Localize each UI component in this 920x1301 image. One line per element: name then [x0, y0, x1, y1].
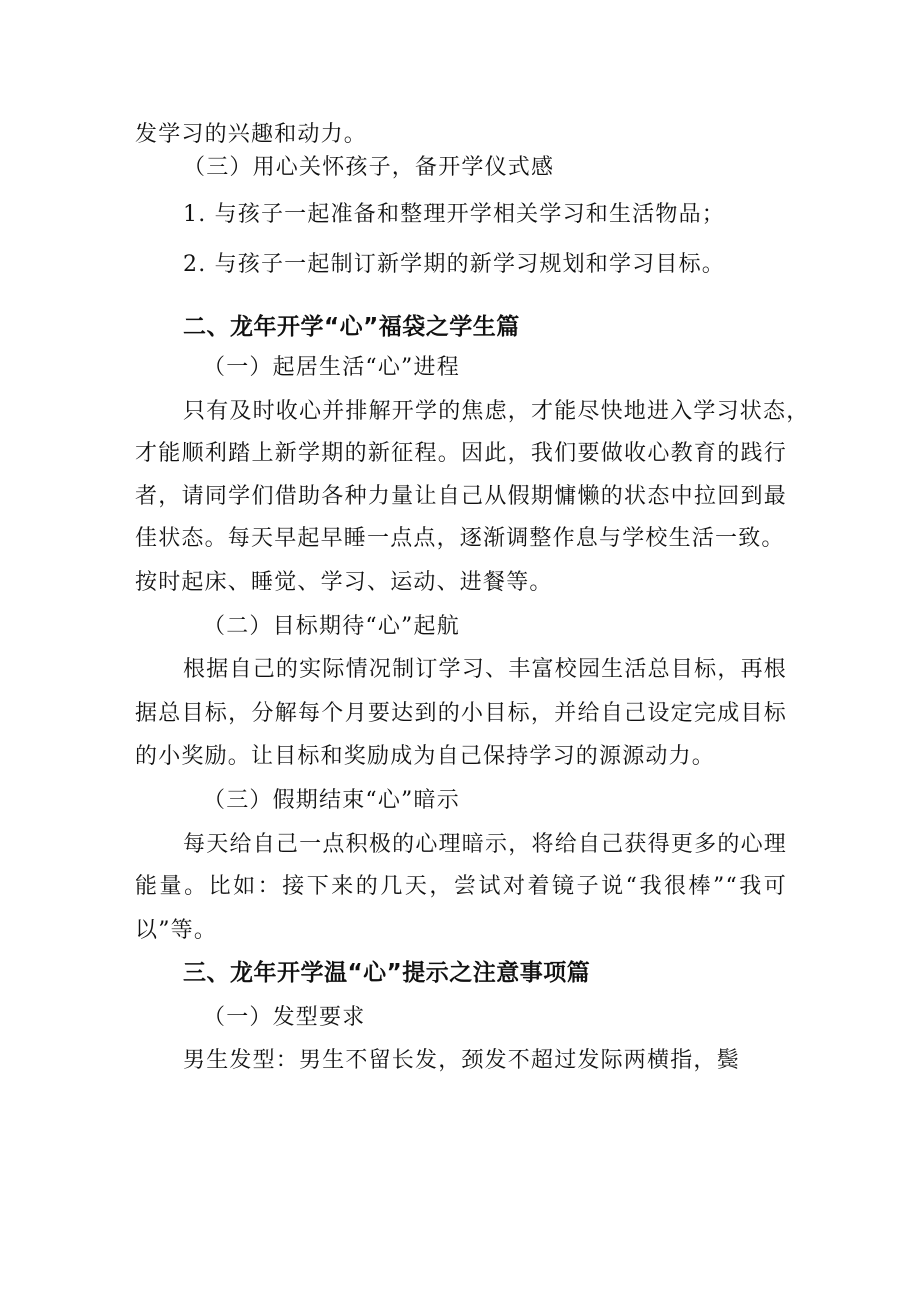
- paragraph-line: 者，请同学们借助各种力量让自己从假期慵懒的状态中拉回到最: [135, 484, 787, 509]
- paragraph-line: 只有及时收心并排解开学的焦虑，才能尽快地进入学习状态，: [183, 399, 810, 424]
- paragraph-line: 据总目标，分解每个月要达到的小目标，并给自己设定完成目标: [135, 701, 787, 726]
- paragraph-line: 根据自己的实际情况制订学习、丰富校园生活总目标，再根: [183, 657, 787, 682]
- paragraph-line: 佳状态。每天早起早睡一点点，逐渐调整作息与学校生活一致。: [135, 526, 785, 551]
- section-heading: 三、龙年开学温“心”提示之注意事项篇: [183, 960, 591, 986]
- subsection-heading: （三）假期结束“心”暗示: [203, 788, 460, 813]
- list-item: 1. 与孩子一起准备和整理开学相关学习和生活物品；: [183, 202, 725, 227]
- paragraph-line: 按时起床、睡觉、学习、运动、进餐等。: [135, 570, 553, 595]
- subsection-heading: （一）发型要求: [203, 1005, 366, 1030]
- paragraph-line: 的小奖励。让目标和奖励成为自己保持学习的源源动力。: [135, 744, 716, 769]
- subsection-heading: （二）目标期待“心”起航: [203, 614, 460, 639]
- paragraph-line: 发学习的兴趣和动力。: [135, 122, 368, 147]
- subsection-heading: （三）用心关怀孩子，备开学仪式感: [183, 155, 555, 180]
- list-item: 2. 与孩子一起制订新学期的新学习规划和学习目标。: [183, 252, 725, 277]
- paragraph-line: 以”等。: [135, 918, 218, 943]
- paragraph-line: 才能顺利踏上新学期的新征程。因此，我们要做收心教育的践行: [135, 441, 787, 466]
- subsection-heading: （一）起居生活“心”进程: [203, 355, 460, 380]
- section-heading: 二、龙年开学“心”福袋之学生篇: [183, 314, 520, 340]
- paragraph-line: 每天给自己一点积极的心理暗示，将给自己获得更多的心理: [183, 832, 787, 857]
- paragraph-line: 能量。比如：接下来的几天，尝试对着镜子说“我很棒”“我可: [135, 874, 787, 899]
- paragraph-line: 男生发型：男生不留长发，颈发不超过发际两横指，鬓: [183, 1048, 740, 1073]
